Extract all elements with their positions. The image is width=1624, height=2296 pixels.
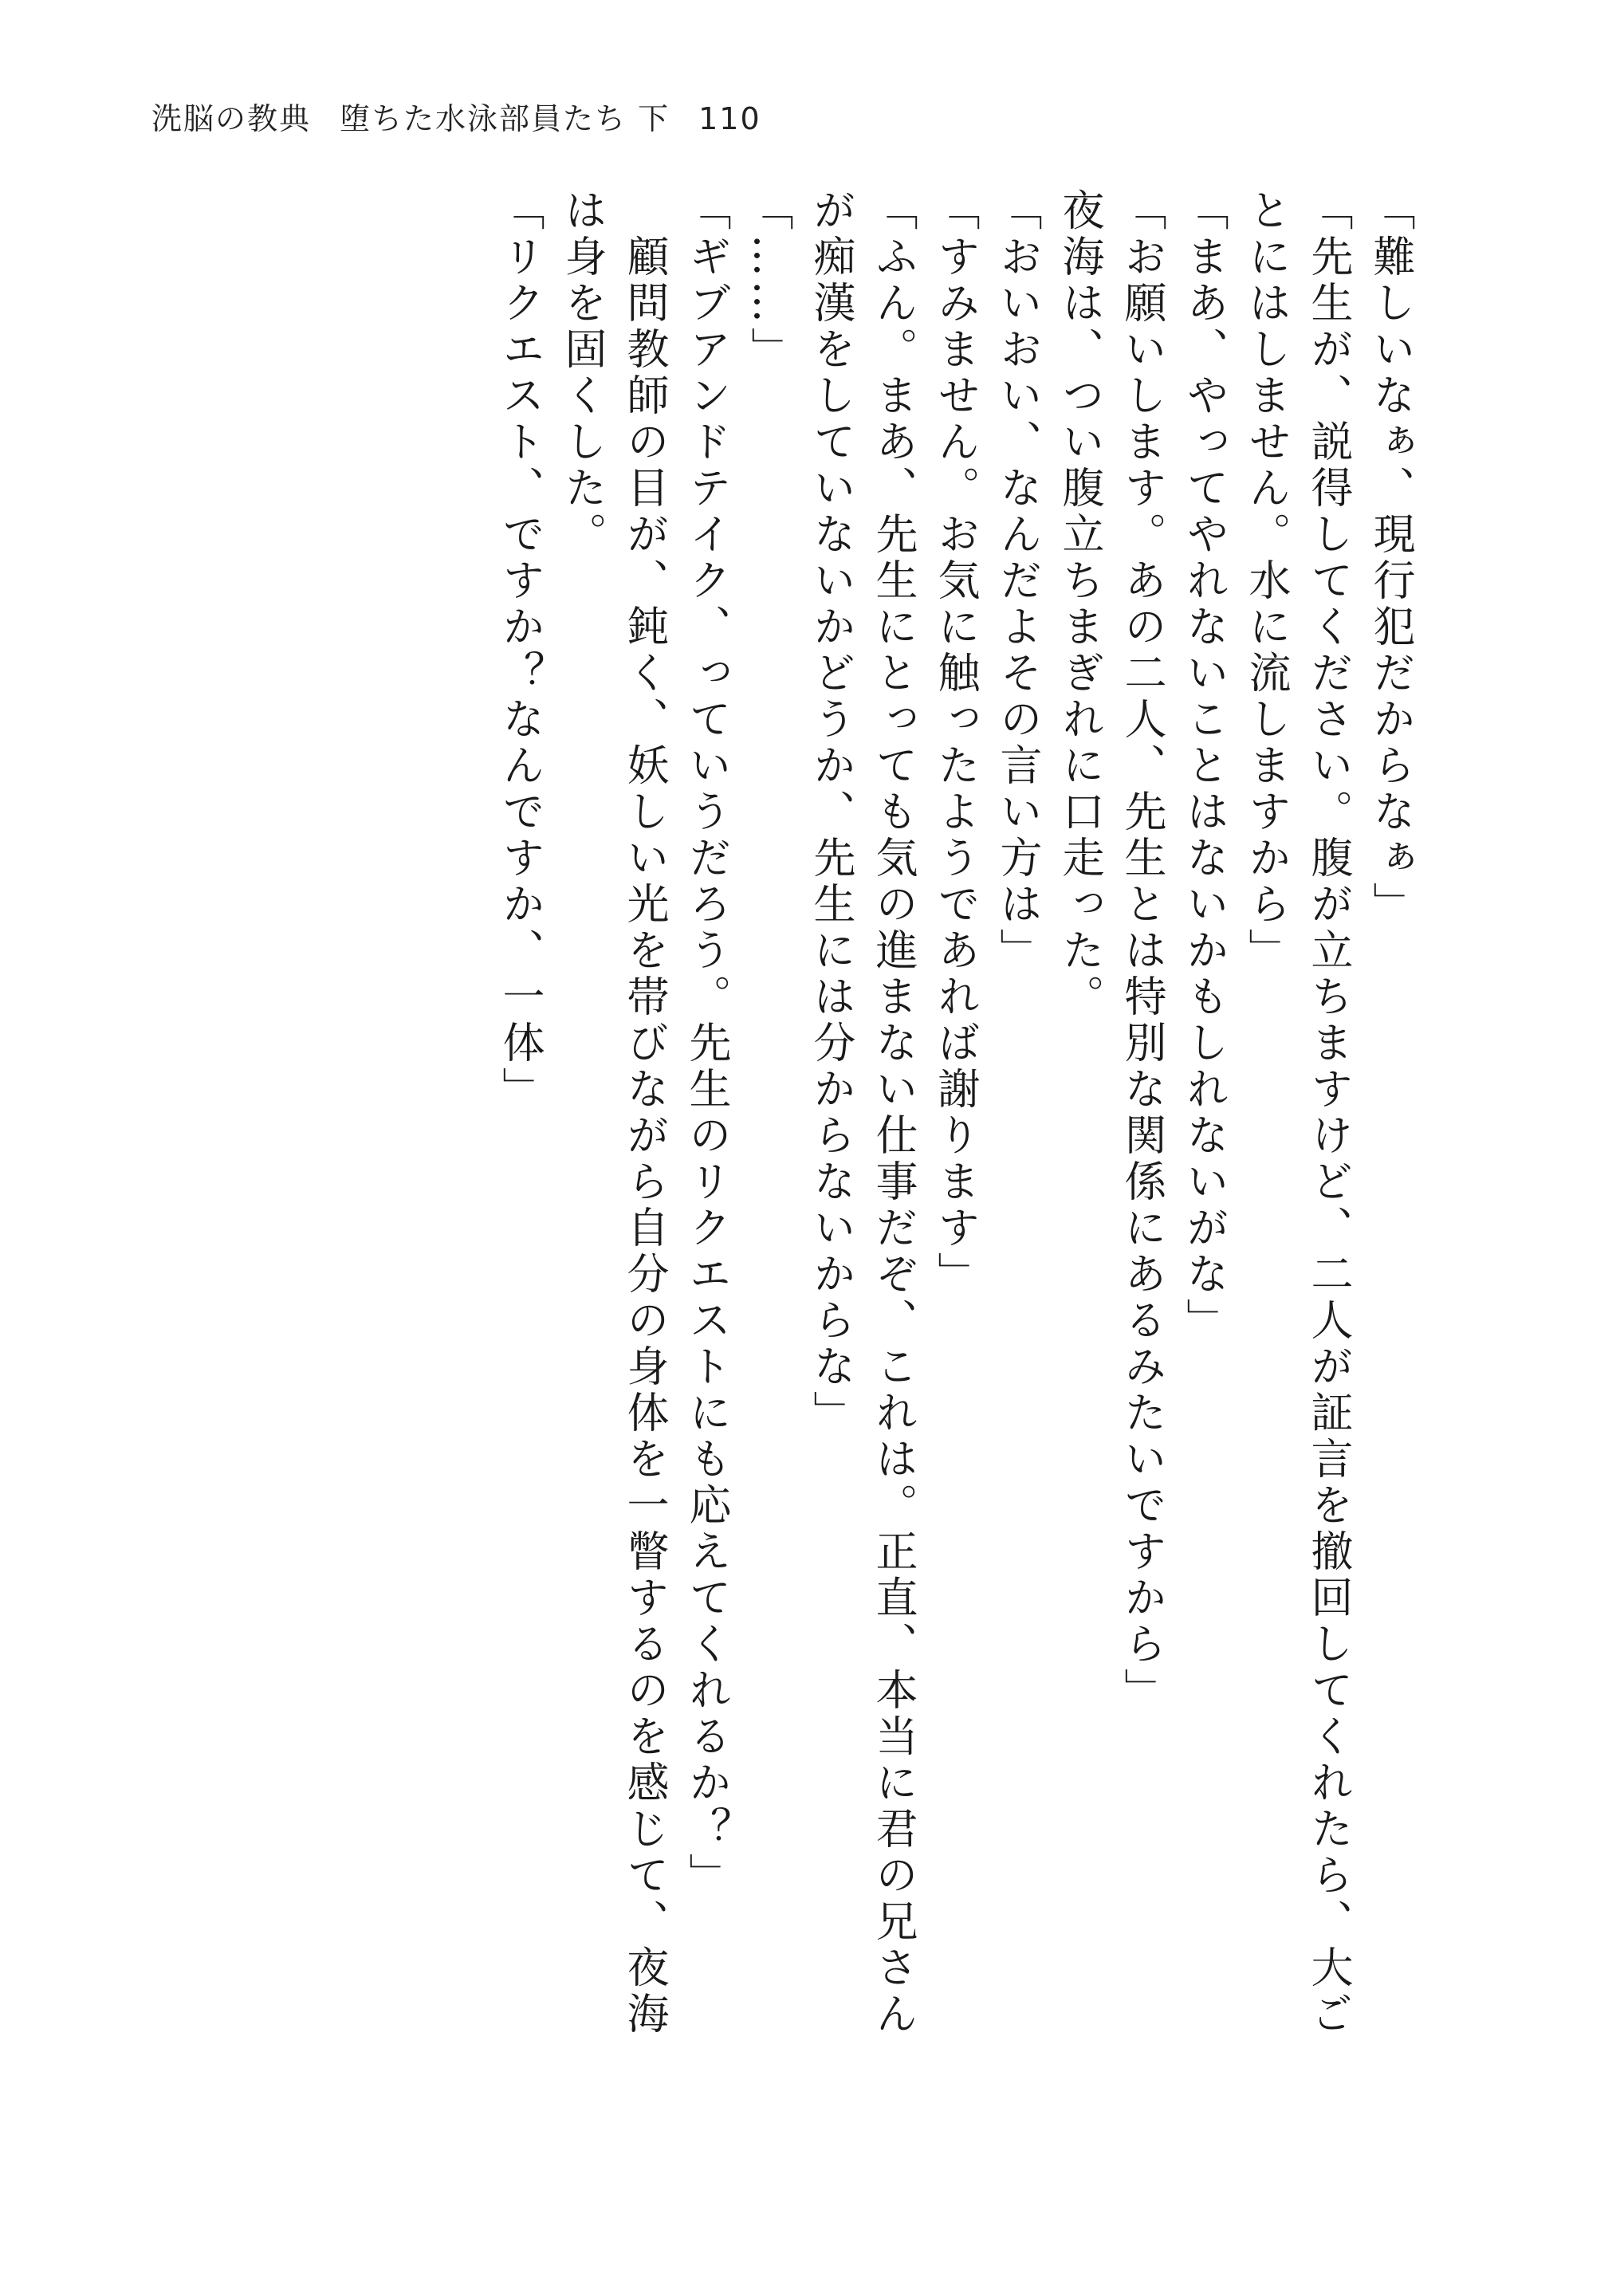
text-line: 夜海は、つい腹立ちまぎれに口走った。 xyxy=(1056,188,1104,1020)
page-number: 110 xyxy=(698,101,761,136)
text-line: は身を固くした。 xyxy=(558,188,607,558)
volume-title: 堕ちた水泳部員たち 下 xyxy=(340,101,670,136)
novel-body-text xyxy=(489,188,1421,2197)
text-line: 「リクエスト、ですか？なんですか、一体」 xyxy=(496,188,545,1113)
text-line: 「すみません。お気に触ったようであれば謝ります」 xyxy=(931,188,980,1298)
running-header xyxy=(151,94,761,138)
text-line: 「まあ、やってやれないことはないかもしれないがな」 xyxy=(1180,188,1229,1344)
text-line: 「おいおい、なんだよその言い方は」 xyxy=(993,188,1042,974)
text-line: 「ギブアンドテイク、っていうだろう。先生のリクエストにも応えてくれるか？」 xyxy=(682,188,731,1899)
text-line: 「ふん。まあ、先生にとっても気の進まない仕事だぞ、これは。正直、本当に君の兄さん xyxy=(869,188,918,2038)
text-line: 「難しいなぁ、現行犯だからなぁ」 xyxy=(1366,188,1415,928)
text-line: 「お願いします。あの二人、先生とは特別な関係にあるみたいですから」 xyxy=(1118,188,1166,1714)
text-line: 「……」 xyxy=(745,188,793,373)
text-line: 「先生が、説得してください。腹が立ちますけど、二人が証言を撤回してくれたら、大ご xyxy=(1304,188,1353,2038)
text-line: が痴漢をしていないかどうか、先生には分からないからな」 xyxy=(807,188,855,1437)
text-line: とにはしません。水に流しますから」 xyxy=(1242,188,1291,974)
book-title: 洗脳の教典 xyxy=(151,101,312,136)
text-line: 顧問教師の目が、鈍く、妖しい光を帯びながら自分の身体を一瞥するのを感じて、夜海 xyxy=(620,188,669,2038)
